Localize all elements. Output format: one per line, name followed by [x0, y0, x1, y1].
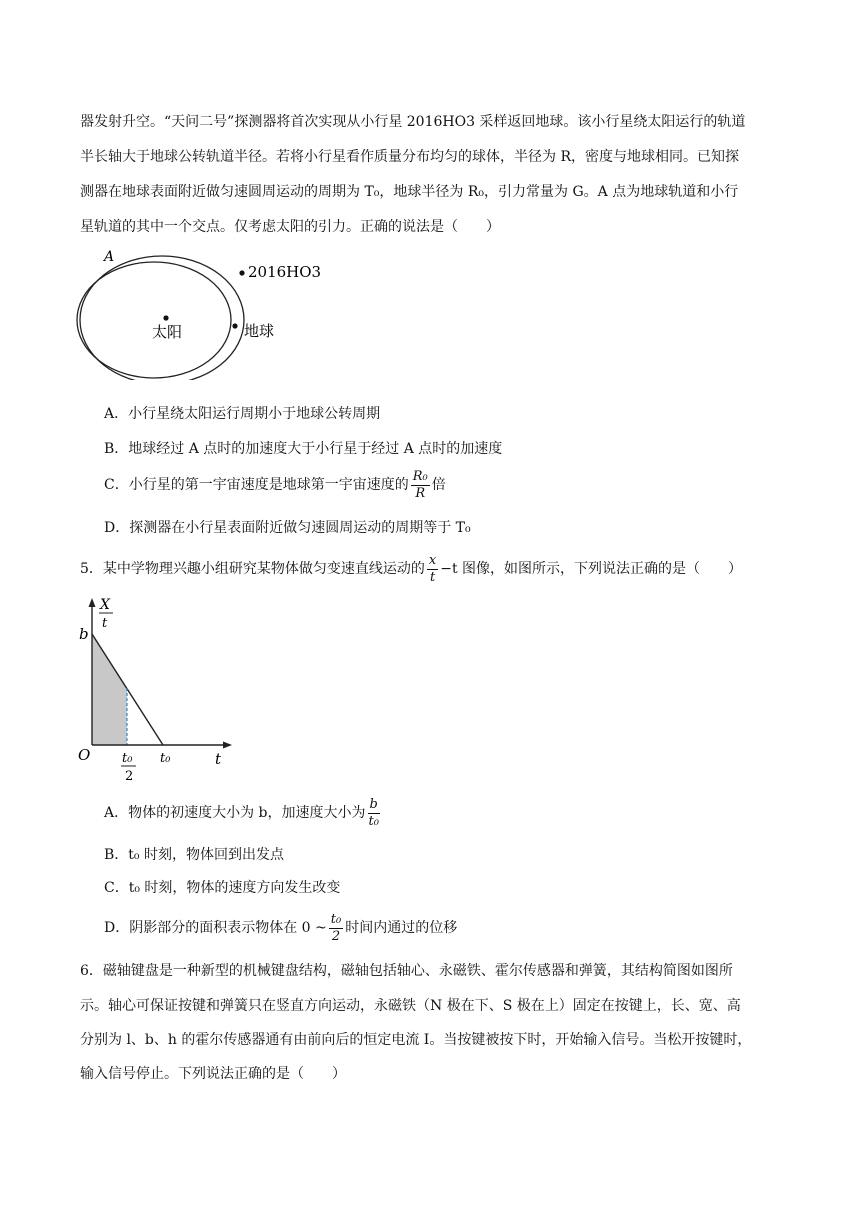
fraction-denominator: R [415, 485, 426, 501]
fraction-denominator: 2 [331, 928, 341, 944]
y-axis-arrow-icon [89, 598, 96, 607]
q6-line-2: 示。轴心可保证按键和弹簧只在竖直方向运动，永磁铁（N 极在下、S 极在上）固定在按键上，长、宽、高 [80, 998, 741, 1014]
q5-option-c: C．t₀ 时刻，物体的速度方向发生改变 [104, 880, 341, 896]
sun-dot [163, 315, 168, 320]
fraction-denominator: t₀ [368, 813, 379, 829]
q5-stem-suffix: −t 图像，如图所示，下列说法正确的是（ ） [440, 561, 743, 577]
fraction-numerator: b [369, 796, 378, 812]
fraction-numerator: R₀ [412, 468, 428, 484]
point-a-label: A [104, 249, 115, 265]
fraction-denominator: t [429, 569, 436, 585]
q5-stem-fraction [427, 553, 438, 586]
q4-option-c [104, 467, 446, 503]
intercept-b-label: b [79, 625, 89, 643]
q4-option-b: B．地球经过 A 点时的加速度大于小行星于经过 A 点时的加速度 [104, 441, 503, 457]
q4-line-3: 测器在地球表面附近做匀速圆周运动的周期为 T₀，地球半径为 R₀，引力常量为 G。A 点为地球轨道和小行 [80, 184, 739, 200]
t-axis-label: t [215, 750, 222, 768]
y-axis-label-den: t [102, 616, 108, 631]
sun-label: 太阳 [152, 323, 183, 341]
q5-stem-text: 5．某中学物理兴趣小组研究某物体做匀变速直线运动的 [80, 561, 425, 577]
q4-option-c-fraction [411, 469, 430, 502]
q5-option-d-suffix: 时间内通过的位移 [345, 920, 458, 936]
q6-line-1: 6．磁轴键盘是一种新型的机械键盘结构，磁轴包括轴心、永磁铁、霍尔传感器和弹簧，其结构简图如图所 [80, 963, 733, 979]
fraction-numerator: t₀ [330, 911, 342, 927]
half-t0-den-label: 2 [125, 769, 134, 784]
q4-line-1: 器发射升空。“天问二号”探测器将首次实现从小行星 2016HO3 采样返回地球。该小行星绕太阳运行的轨道 [80, 114, 746, 130]
t0-label: t₀ [160, 751, 171, 766]
q5-option-a-fraction [368, 797, 380, 830]
earth-label: 地球 [244, 322, 275, 340]
asteroid-orbit [80, 256, 244, 380]
q5-stem [80, 551, 742, 587]
xt-graph [70, 590, 270, 790]
q5-option-a [104, 795, 382, 831]
q5-option-a-text: A．物体的初速度大小为 b，加速度大小为 [104, 805, 366, 821]
fraction-numerator: x [428, 552, 437, 568]
q5-option-d [104, 910, 457, 946]
origin-label: O [78, 746, 91, 764]
q4-option-d: D．探测器在小行星表面附近做匀速圆周运动的周期等于 T₀ [104, 520, 471, 536]
q4-line-2: 半长轴大于地球公转轨道半径。若将小行星看作质量分布均匀的球体，半径为 R，密度与地球相同。已知探 [80, 149, 739, 165]
q4-option-c-suffix: 倍 [431, 477, 446, 493]
q6-line-4: 输入信号停止。下列说法正确的是（ ） [80, 1066, 346, 1082]
q4-line-4: 星轨道的其中一个交点。仅考虑太阳的引力。正确的说法是（ ） [80, 219, 500, 235]
asteroid-label: 2016HO3 [248, 263, 322, 281]
asteroid-dot [239, 270, 244, 275]
q4-option-a: A．小行星绕太阳运行周期小于地球公转周期 [104, 406, 381, 422]
q6-line-3: 分别为 l、b、h 的霍尔传感器通有由前向后的恒定电流 I。当按键被按下时，开始输入信号。当松开按键时， [80, 1032, 752, 1048]
y-axis-label-num: X [100, 597, 110, 613]
earth-dot [232, 323, 237, 328]
q4-option-c-text: C．小行星的第一宇宙速度是地球第一宇宙速度的 [104, 477, 409, 493]
earth-orbit [77, 262, 231, 378]
shaded-area [92, 634, 127, 745]
orbit-figure [70, 240, 340, 380]
q5-option-d-text: D．阴影部分的面积表示物体在 0 ~ [104, 920, 327, 936]
q5-option-b: B．t₀ 时刻，物体回到出发点 [104, 847, 284, 863]
q5-option-d-fraction [329, 912, 343, 945]
x-axis-arrow-icon [223, 742, 232, 749]
half-t0-num-label: t₀ [122, 751, 133, 766]
